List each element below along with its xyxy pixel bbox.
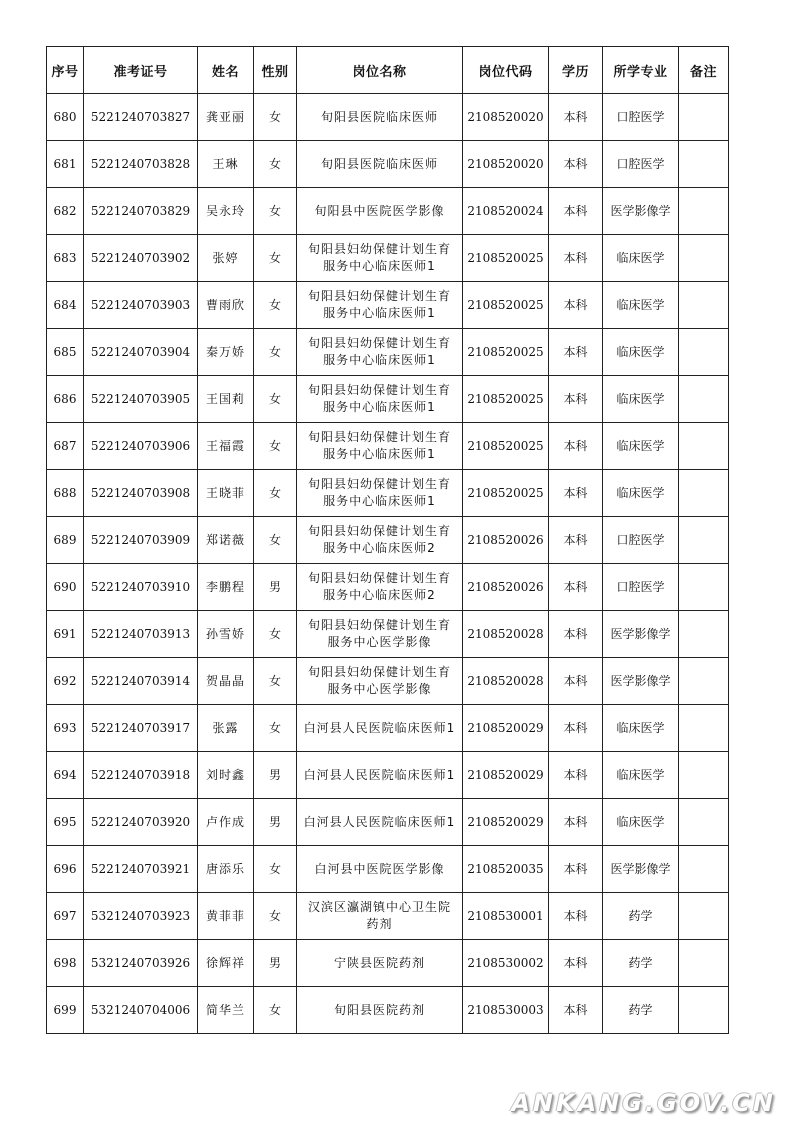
cell-education: 本科 bbox=[549, 940, 603, 987]
cell-note bbox=[679, 752, 729, 799]
cell-position-name bbox=[297, 658, 463, 705]
cell-position-name bbox=[297, 376, 463, 423]
cell-seq: 692 bbox=[47, 658, 84, 705]
cell-ticket-number: 5221240703829 bbox=[84, 188, 198, 235]
cell-name: 王国莉 bbox=[198, 376, 254, 423]
header-position-code: 岗位代码 bbox=[463, 47, 549, 94]
cell-major: 临床医学 bbox=[603, 235, 679, 282]
cell-major: 药学 bbox=[603, 987, 679, 1034]
cell-position-code: 2108530001 bbox=[463, 893, 549, 940]
cell-name: 龚亚丽 bbox=[198, 94, 254, 141]
header-note: 备注 bbox=[679, 47, 729, 94]
cell-education: 本科 bbox=[549, 423, 603, 470]
cell-gender: 女 bbox=[254, 470, 297, 517]
cell-position-name bbox=[297, 893, 463, 940]
cell-seq: 683 bbox=[47, 235, 84, 282]
table-row bbox=[47, 940, 729, 987]
cell-note bbox=[679, 987, 729, 1034]
cell-note bbox=[679, 893, 729, 940]
cell-gender: 女 bbox=[254, 282, 297, 329]
cell-position-code: 2108520028 bbox=[463, 611, 549, 658]
position-line: 服务中心临床医师1 bbox=[323, 494, 436, 508]
table-row bbox=[47, 658, 729, 705]
cell-note bbox=[679, 329, 729, 376]
cell-ticket-number: 5221240703905 bbox=[84, 376, 198, 423]
cell-major: 口腔医学 bbox=[603, 141, 679, 188]
table-row bbox=[47, 423, 729, 470]
cell-position-code: 2108520025 bbox=[463, 282, 549, 329]
cell-seq: 685 bbox=[47, 329, 84, 376]
cell-seq: 689 bbox=[47, 517, 84, 564]
cell-ticket-number: 5221240703904 bbox=[84, 329, 198, 376]
table-row bbox=[47, 235, 729, 282]
cell-major: 医学影像学 bbox=[603, 611, 679, 658]
cell-major: 药学 bbox=[603, 893, 679, 940]
cell-ticket-number: 5221240703910 bbox=[84, 564, 198, 611]
cell-position-code: 2108520025 bbox=[463, 235, 549, 282]
cell-major: 口腔医学 bbox=[603, 517, 679, 564]
cell-education: 本科 bbox=[549, 658, 603, 705]
cell-note bbox=[679, 940, 729, 987]
cell-seq: 695 bbox=[47, 799, 84, 846]
position-line: 白河县中医院医学影像 bbox=[314, 861, 445, 876]
position-line: 旬阳县医院临床医师 bbox=[320, 109, 438, 124]
cell-name: 秦万娇 bbox=[198, 329, 254, 376]
cell-education: 本科 bbox=[549, 235, 603, 282]
cell-gender: 男 bbox=[254, 940, 297, 987]
cell-gender: 女 bbox=[254, 658, 297, 705]
cell-name: 李鹏程 bbox=[198, 564, 254, 611]
position-line: 旬阳县妇幼保健计划生育 bbox=[307, 336, 451, 350]
cell-position-code: 2108520028 bbox=[463, 658, 549, 705]
cell-major: 医学影像学 bbox=[603, 188, 679, 235]
cell-ticket-number: 5221240703920 bbox=[84, 799, 198, 846]
cell-major: 口腔医学 bbox=[603, 564, 679, 611]
cell-position-name bbox=[297, 846, 463, 893]
cell-major: 临床医学 bbox=[603, 470, 679, 517]
candidate-table bbox=[46, 46, 729, 1034]
table-row bbox=[47, 329, 729, 376]
cell-note bbox=[679, 470, 729, 517]
roster-sheet bbox=[46, 46, 728, 1034]
cell-seq: 694 bbox=[47, 752, 84, 799]
cell-ticket-number: 5221240703828 bbox=[84, 141, 198, 188]
cell-position-code: 2108520029 bbox=[463, 705, 549, 752]
cell-seq: 680 bbox=[47, 94, 84, 141]
position-line: 旬阳县妇幼保健计划生育 bbox=[307, 571, 451, 585]
cell-gender: 女 bbox=[254, 188, 297, 235]
table-row bbox=[47, 470, 729, 517]
cell-seq: 687 bbox=[47, 423, 84, 470]
cell-position-name bbox=[297, 470, 463, 517]
cell-major: 口腔医学 bbox=[603, 94, 679, 141]
cell-note bbox=[679, 376, 729, 423]
position-line: 旬阳县妇幼保健计划生育 bbox=[307, 665, 451, 679]
header-seq: 序号 bbox=[47, 47, 84, 94]
cell-education: 本科 bbox=[549, 517, 603, 564]
cell-gender: 女 bbox=[254, 94, 297, 141]
cell-note bbox=[679, 799, 729, 846]
position-line: 白河县人民医院临床医师1 bbox=[303, 814, 456, 829]
table-row bbox=[47, 282, 729, 329]
header-education: 学历 bbox=[549, 47, 603, 94]
cell-gender: 女 bbox=[254, 893, 297, 940]
cell-name: 王琳 bbox=[198, 141, 254, 188]
cell-name: 曹雨欣 bbox=[198, 282, 254, 329]
cell-ticket-number: 5321240704006 bbox=[84, 987, 198, 1034]
cell-ticket-number: 5321240703923 bbox=[84, 893, 198, 940]
header-position-name: 岗位名称 bbox=[297, 47, 463, 94]
cell-major: 临床医学 bbox=[603, 705, 679, 752]
cell-ticket-number: 5221240703918 bbox=[84, 752, 198, 799]
header-name: 姓名 bbox=[198, 47, 254, 94]
cell-gender: 男 bbox=[254, 752, 297, 799]
cell-education: 本科 bbox=[549, 799, 603, 846]
cell-position-name bbox=[297, 752, 463, 799]
position-line: 宁陕县医院药剂 bbox=[333, 955, 425, 970]
cell-seq: 693 bbox=[47, 705, 84, 752]
cell-position-name bbox=[297, 235, 463, 282]
cell-name: 黄菲菲 bbox=[198, 893, 254, 940]
table-row bbox=[47, 141, 729, 188]
cell-ticket-number: 5221240703913 bbox=[84, 611, 198, 658]
cell-gender: 女 bbox=[254, 376, 297, 423]
cell-ticket-number: 5221240703921 bbox=[84, 846, 198, 893]
cell-education: 本科 bbox=[549, 705, 603, 752]
position-line: 服务中心医学影像 bbox=[327, 682, 432, 696]
cell-note bbox=[679, 282, 729, 329]
table-row bbox=[47, 752, 729, 799]
table-header-row bbox=[47, 47, 729, 94]
header-ticket-number: 准考证号 bbox=[84, 47, 198, 94]
position-line: 旬阳县妇幼保健计划生育 bbox=[307, 289, 451, 303]
cell-position-name bbox=[297, 517, 463, 564]
site-watermark: ANKANG.GOV.CN bbox=[511, 1089, 776, 1117]
table-body bbox=[47, 94, 729, 1034]
table-row bbox=[47, 94, 729, 141]
cell-position-name bbox=[297, 799, 463, 846]
cell-major: 临床医学 bbox=[603, 423, 679, 470]
cell-seq: 682 bbox=[47, 188, 84, 235]
position-line: 旬阳县妇幼保健计划生育 bbox=[307, 477, 451, 491]
cell-note bbox=[679, 235, 729, 282]
cell-name: 孙雪娇 bbox=[198, 611, 254, 658]
cell-education: 本科 bbox=[549, 893, 603, 940]
table-row bbox=[47, 564, 729, 611]
cell-position-code: 2108520025 bbox=[463, 329, 549, 376]
cell-position-code: 2108520025 bbox=[463, 470, 549, 517]
cell-note bbox=[679, 141, 729, 188]
cell-name: 张婷 bbox=[198, 235, 254, 282]
table-row bbox=[47, 799, 729, 846]
position-line: 旬阳县医院临床医师 bbox=[320, 156, 438, 171]
cell-education: 本科 bbox=[549, 564, 603, 611]
cell-major: 药学 bbox=[603, 940, 679, 987]
table-row bbox=[47, 611, 729, 658]
cell-major: 医学影像学 bbox=[603, 658, 679, 705]
header-gender: 性别 bbox=[254, 47, 297, 94]
cell-position-name bbox=[297, 705, 463, 752]
cell-note bbox=[679, 517, 729, 564]
cell-position-code: 2108530003 bbox=[463, 987, 549, 1034]
cell-education: 本科 bbox=[549, 282, 603, 329]
cell-education: 本科 bbox=[549, 987, 603, 1034]
cell-seq: 699 bbox=[47, 987, 84, 1034]
cell-seq: 698 bbox=[47, 940, 84, 987]
cell-note bbox=[679, 705, 729, 752]
cell-education: 本科 bbox=[549, 188, 603, 235]
cell-gender: 女 bbox=[254, 611, 297, 658]
cell-position-name bbox=[297, 423, 463, 470]
cell-name: 王福霞 bbox=[198, 423, 254, 470]
table-row bbox=[47, 987, 729, 1034]
cell-note bbox=[679, 611, 729, 658]
cell-name: 卢作成 bbox=[198, 799, 254, 846]
table-row bbox=[47, 705, 729, 752]
cell-major: 临床医学 bbox=[603, 329, 679, 376]
cell-ticket-number: 5221240703827 bbox=[84, 94, 198, 141]
position-line: 服务中心临床医师1 bbox=[323, 259, 436, 273]
cell-seq: 681 bbox=[47, 141, 84, 188]
cell-position-code: 2108520020 bbox=[463, 141, 549, 188]
cell-major: 临床医学 bbox=[603, 282, 679, 329]
position-line: 白河县人民医院临床医师1 bbox=[303, 720, 456, 735]
cell-major: 临床医学 bbox=[603, 799, 679, 846]
position-line: 汉滨区瀛湖镇中心卫生院 bbox=[307, 900, 451, 914]
cell-position-code: 2108520025 bbox=[463, 376, 549, 423]
position-line: 服务中心临床医师1 bbox=[323, 447, 436, 461]
position-line: 服务中心临床医师1 bbox=[323, 353, 436, 367]
cell-gender: 女 bbox=[254, 987, 297, 1034]
position-line: 旬阳县妇幼保健计划生育 bbox=[307, 242, 451, 256]
position-line: 服务中心临床医师2 bbox=[323, 541, 436, 555]
position-line: 旬阳县妇幼保健计划生育 bbox=[307, 430, 451, 444]
position-line: 旬阳县妇幼保健计划生育 bbox=[307, 524, 451, 538]
cell-major: 医学影像学 bbox=[603, 846, 679, 893]
cell-gender: 男 bbox=[254, 799, 297, 846]
cell-ticket-number: 5221240703908 bbox=[84, 470, 198, 517]
cell-position-code: 2108520026 bbox=[463, 517, 549, 564]
table-row bbox=[47, 376, 729, 423]
cell-name: 郑诺薇 bbox=[198, 517, 254, 564]
cell-ticket-number: 5221240703906 bbox=[84, 423, 198, 470]
position-line: 旬阳县妇幼保健计划生育 bbox=[307, 618, 451, 632]
cell-note bbox=[679, 188, 729, 235]
position-line: 服务中心医学影像 bbox=[327, 635, 432, 649]
cell-education: 本科 bbox=[549, 94, 603, 141]
cell-position-name bbox=[297, 987, 463, 1034]
header-major: 所学专业 bbox=[603, 47, 679, 94]
cell-ticket-number: 5221240703914 bbox=[84, 658, 198, 705]
cell-gender: 男 bbox=[254, 564, 297, 611]
cell-name: 张露 bbox=[198, 705, 254, 752]
cell-position-name bbox=[297, 940, 463, 987]
cell-education: 本科 bbox=[549, 470, 603, 517]
cell-gender: 女 bbox=[254, 423, 297, 470]
cell-seq: 697 bbox=[47, 893, 84, 940]
cell-position-code: 2108520026 bbox=[463, 564, 549, 611]
table-row bbox=[47, 846, 729, 893]
cell-name: 吴永玲 bbox=[198, 188, 254, 235]
cell-gender: 女 bbox=[254, 846, 297, 893]
cell-note bbox=[679, 94, 729, 141]
table-row bbox=[47, 517, 729, 564]
cell-position-name bbox=[297, 141, 463, 188]
cell-seq: 688 bbox=[47, 470, 84, 517]
cell-position-code: 2108520035 bbox=[463, 846, 549, 893]
cell-gender: 女 bbox=[254, 329, 297, 376]
position-line: 服务中心临床医师1 bbox=[323, 306, 436, 320]
cell-seq: 690 bbox=[47, 564, 84, 611]
cell-note bbox=[679, 564, 729, 611]
cell-position-name bbox=[297, 611, 463, 658]
cell-position-code: 2108520025 bbox=[463, 423, 549, 470]
cell-seq: 686 bbox=[47, 376, 84, 423]
cell-position-name bbox=[297, 564, 463, 611]
position-line: 旬阳县妇幼保健计划生育 bbox=[307, 383, 451, 397]
table-row bbox=[47, 893, 729, 940]
cell-major: 临床医学 bbox=[603, 376, 679, 423]
position-line: 服务中心临床医师1 bbox=[323, 400, 436, 414]
cell-note bbox=[679, 658, 729, 705]
cell-position-name bbox=[297, 329, 463, 376]
cell-gender: 女 bbox=[254, 235, 297, 282]
cell-ticket-number: 5321240703926 bbox=[84, 940, 198, 987]
cell-name: 唐添乐 bbox=[198, 846, 254, 893]
position-line: 旬阳县中医院医学影像 bbox=[314, 203, 445, 218]
position-line: 药剂 bbox=[366, 917, 393, 931]
cell-note bbox=[679, 846, 729, 893]
cell-position-code: 2108530002 bbox=[463, 940, 549, 987]
cell-position-name bbox=[297, 188, 463, 235]
cell-name: 贺晶晶 bbox=[198, 658, 254, 705]
cell-name: 王晓菲 bbox=[198, 470, 254, 517]
cell-major: 临床医学 bbox=[603, 752, 679, 799]
cell-gender: 女 bbox=[254, 517, 297, 564]
cell-position-name bbox=[297, 94, 463, 141]
cell-seq: 684 bbox=[47, 282, 84, 329]
cell-education: 本科 bbox=[549, 329, 603, 376]
cell-gender: 女 bbox=[254, 705, 297, 752]
cell-note bbox=[679, 423, 729, 470]
cell-education: 本科 bbox=[549, 846, 603, 893]
cell-ticket-number: 5221240703902 bbox=[84, 235, 198, 282]
cell-position-code: 2108520020 bbox=[463, 94, 549, 141]
cell-position-name bbox=[297, 282, 463, 329]
position-line: 服务中心临床医师2 bbox=[323, 588, 436, 602]
position-line: 旬阳县医院药剂 bbox=[333, 1002, 425, 1017]
cell-position-code: 2108520024 bbox=[463, 188, 549, 235]
cell-education: 本科 bbox=[549, 611, 603, 658]
cell-name: 简华兰 bbox=[198, 987, 254, 1034]
cell-position-code: 2108520029 bbox=[463, 799, 549, 846]
cell-name: 刘时鑫 bbox=[198, 752, 254, 799]
position-line: 白河县人民医院临床医师1 bbox=[303, 767, 456, 782]
cell-ticket-number: 5221240703903 bbox=[84, 282, 198, 329]
cell-gender: 女 bbox=[254, 141, 297, 188]
cell-ticket-number: 5221240703909 bbox=[84, 517, 198, 564]
cell-position-code: 2108520029 bbox=[463, 752, 549, 799]
cell-ticket-number: 5221240703917 bbox=[84, 705, 198, 752]
cell-education: 本科 bbox=[549, 141, 603, 188]
cell-seq: 696 bbox=[47, 846, 84, 893]
cell-education: 本科 bbox=[549, 752, 603, 799]
cell-seq: 691 bbox=[47, 611, 84, 658]
table-row bbox=[47, 188, 729, 235]
cell-name: 徐辉祥 bbox=[198, 940, 254, 987]
cell-education: 本科 bbox=[549, 376, 603, 423]
